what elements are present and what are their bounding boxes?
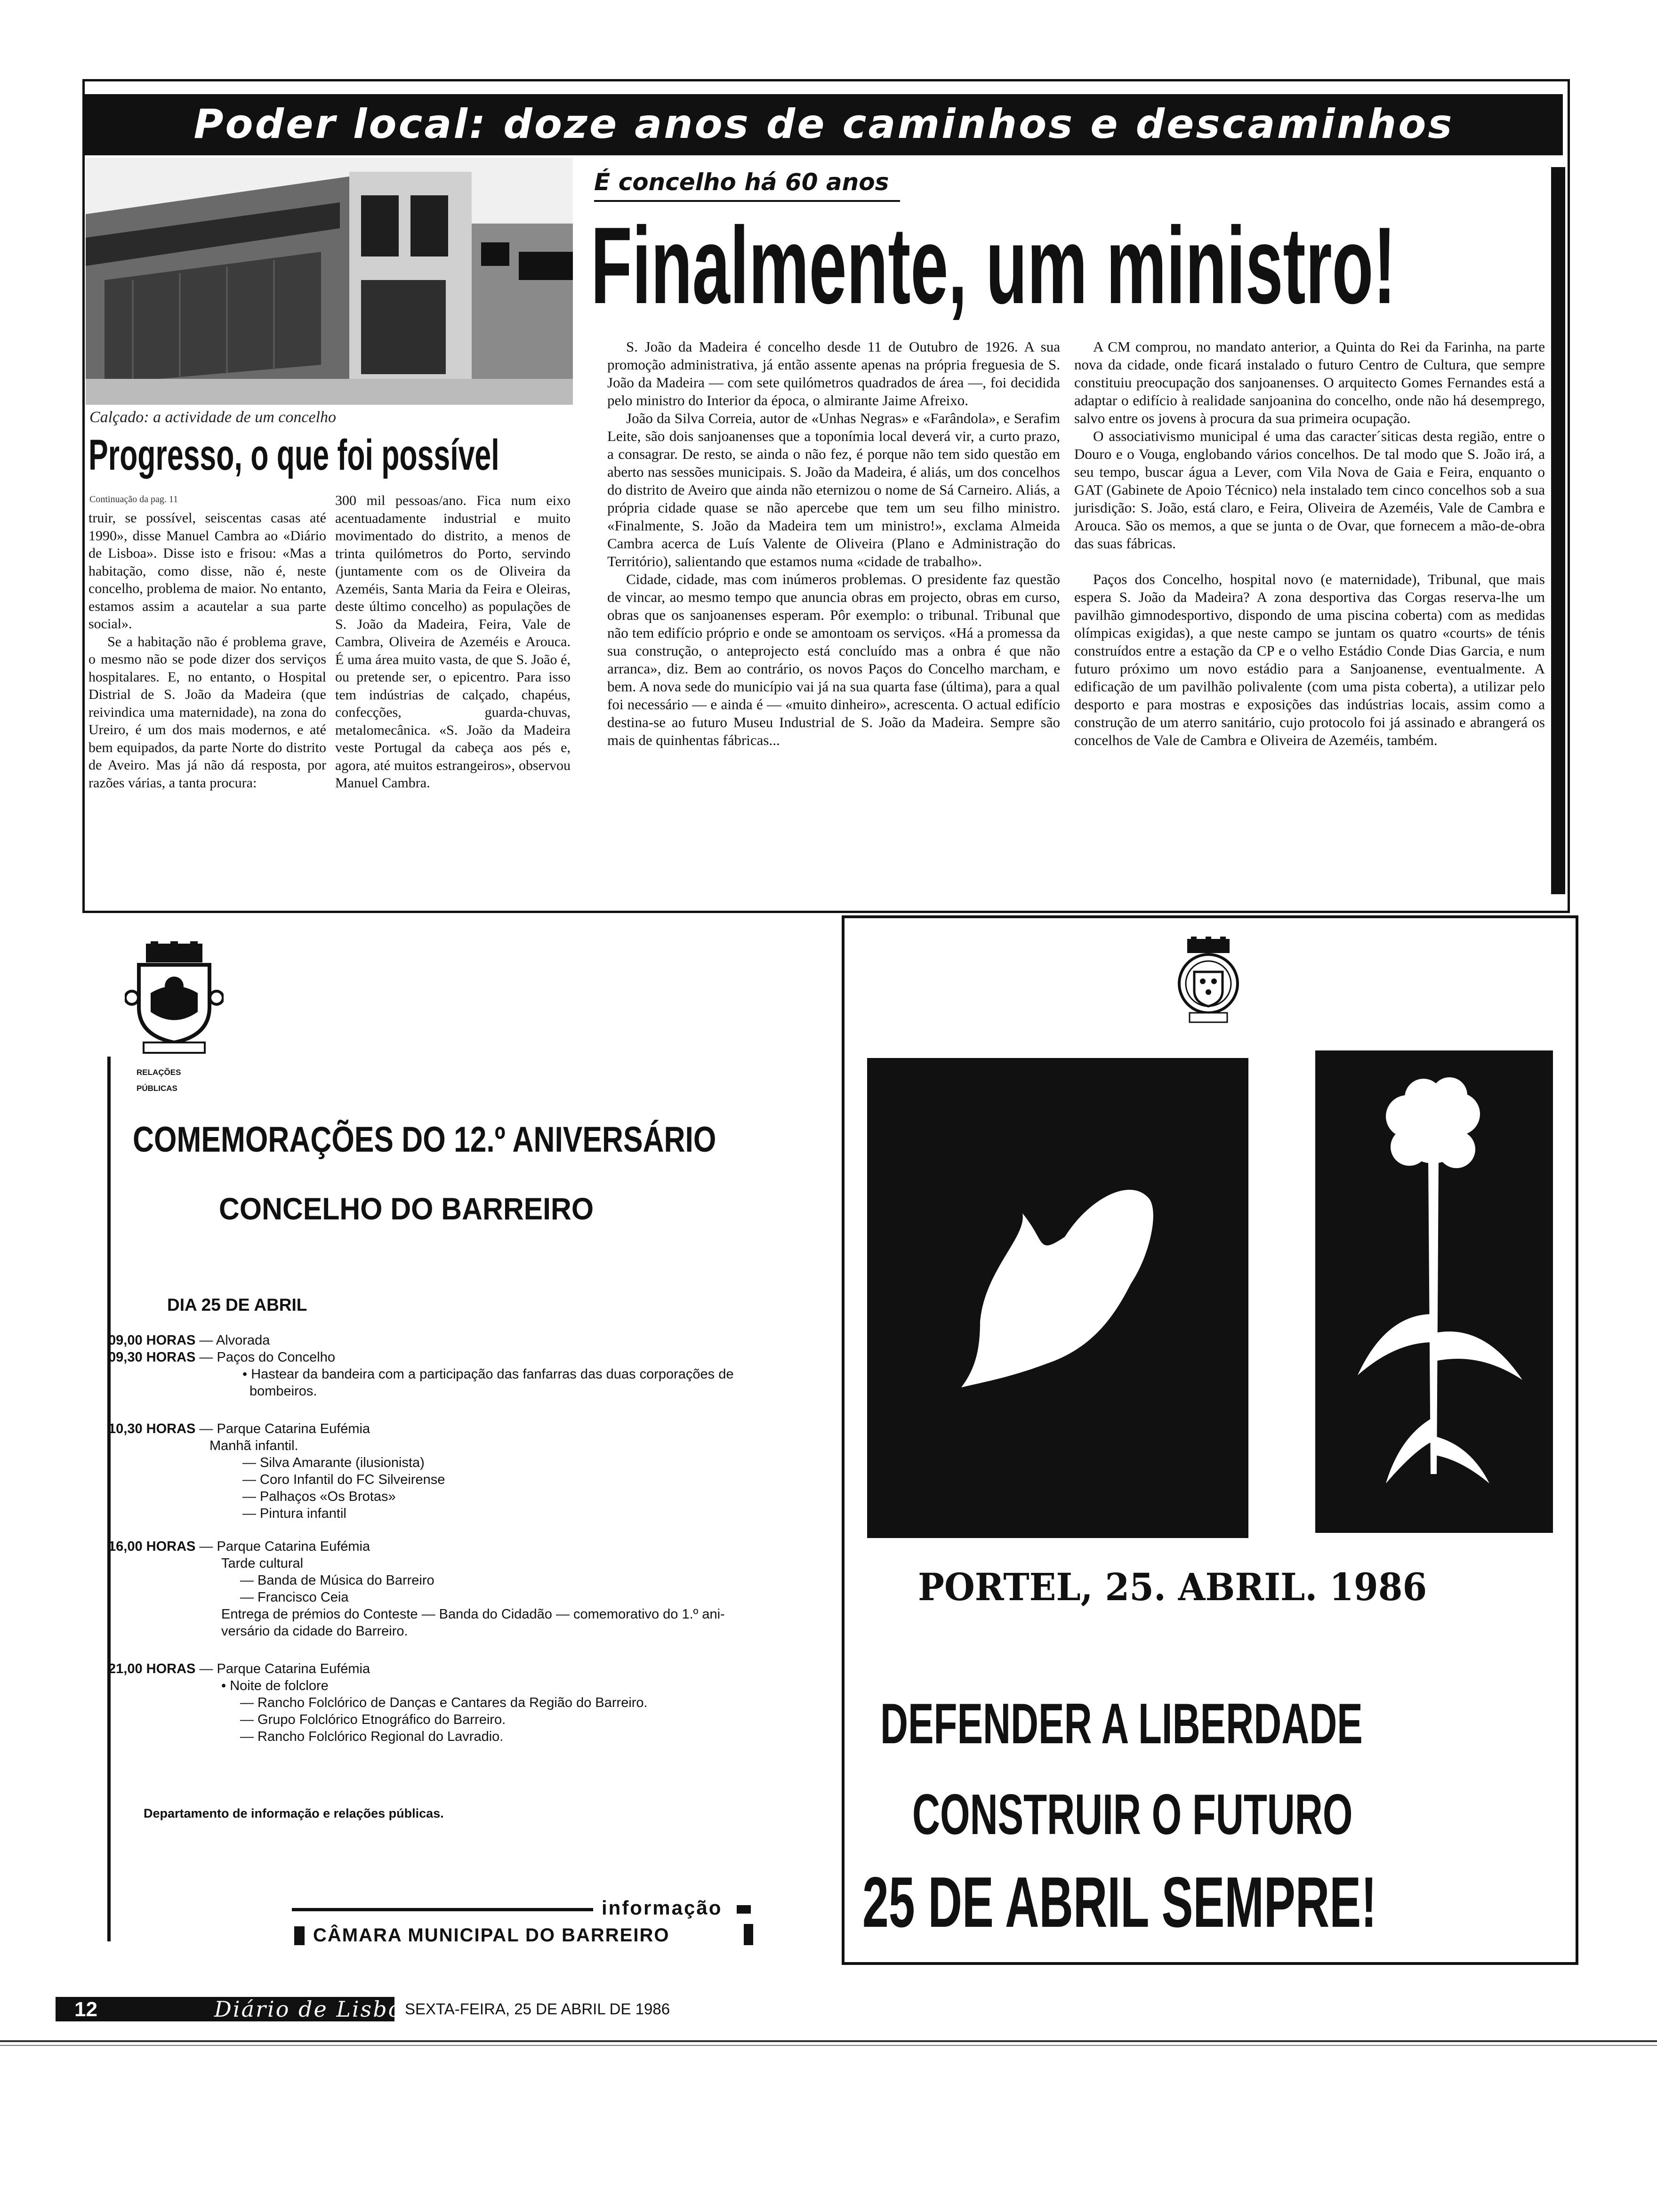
barreiro-dept: Departamento de informação e relações públicas. [144,1806,444,1820]
schedule-time: 09,30 HORAS [108,1350,196,1365]
kicker-rule [594,200,900,202]
sidebar-col2-p1: 300 mil pessoas/ano. Fica num eixo acentuadamente industrial e muito movimentado do distrito, a menos de trinta quilómetros do Porto, servindo (juntamente com os de Oliveira da Azeméis, Santa Maria da Feira e Oleiras, deste último concelho) as populações de S. João da Madeira, Feira, Vale de Cambra, Oliveira de Azeméis e Arouca. É uma área muito vasta, de que S. João é, ou pretende ser, o epicentro. Para isso tem indústrias de calçado, chapéus, confecções, guarda-chuvas, metalomecânica. «S. João da Madeira veste Portugal da cabeça aos pés e, agora, até muitos estrangeiros», observou Manuel Cambra. [335,493,571,791]
barreiro-rule-1 [292,1908,593,1911]
portel-line-1: DEFENDER A LIBERDADE [880,1691,1363,1755]
kicker: É concelho há 60 anos [594,168,889,196]
building-photo [86,158,573,405]
rp-label-line1: RELAÇÕES [137,1068,181,1077]
main-col2-p2: O associativismo municipal é uma das caracter´siticas desta região, entre o Douro e o Vouga, englobando vários concelhos. De tal modo que S. João irá, a seu tempo, buscar água a Lever, com Vila Nova de Gaia e Feira, enquanto o GAT (Gabinete de Apoio Técnico) nela instalado tem cinco concelhos sob a sua jurisdição: S. João, está claro, e Feira, Oliveira de Azeméis, Vale de Cambra e Arouca. São os memos, a que se junta o de Ovar, que fornecem a mão-de-obra das suas fábricas. [1074,428,1545,552]
schedule-time: 10,30 HORAS [108,1421,196,1436]
schedule-time: 16,00 HORAS [108,1539,196,1554]
schedule-sub: Manhã infantil. [209,1438,298,1453]
main-column-1 [607,338,1060,749]
barreiro-title-1: COMEMORAÇÕES DO 12.º ANIVERSÁRIO [133,1120,716,1160]
schedule-event: Parque Catarina Eufémia [217,1661,370,1676]
schedule-row: 16,00 HORAS — Parque Catarina Eufémia [108,1539,370,1554]
right-edge-bar [1551,167,1565,894]
main-col1-p3: Cidade, cidade, mas com inúmeros problemas. O presidente faz questão de vincar, ao mesmo tempo que anuncia obras em projecto, obras em curso, obras que os sanjoanenses esperam. Pôr exemplo: o tribunal. Tribunal que não tem edifício próprio e onde se amontoam os serviços. «Há a promessa da sua construção, o anteprojecto está concluído mas a onbra é que não arranca», diz. Bem ao contrário, os novos Paços do Concelho marcham, e bem. A nova sede do município vai já na sua quarta fase (última), para a qual foi necessário — e ainda é — «muito dinheiro», acrescenta. O actual edifício destina-se ao futuro Museu Industrial de S. João da Madeira. Sempre são mais de quinhentas fábricas... [607,571,1060,748]
schedule-row: 21,00 HORAS — Parque Catarina Eufémia [108,1661,370,1676]
carnation-image [1315,1050,1553,1533]
schedule-item: — Silva Amarante (ilusionista) [242,1455,425,1470]
schedule-sub: Entrega de prémios do Conteste — Banda do Cidadão — comemorativo do 1.º ani- [221,1607,725,1622]
main-column-2 [1074,338,1545,749]
barreiro-day: DIA 25 DE ABRIL [167,1295,307,1314]
page-number: 12 [74,1998,97,2021]
schedule-row: 09,00 HORAS — Alvorada [108,1333,270,1348]
rp-label-line2: PÚBLICAS [137,1084,177,1093]
sidebar-headline: Progresso, o que foi possível [88,431,499,479]
main-col1-p1: S. João da Madeira é concelho desde 11 de Outubro de 1926. A sua promoção administrativa, já então assente apenas na própria freguesia de S. João da Madeira — com sete quilómetros quadrados de área —, foi decidida pelo ministro do Interior da época, o almirante Jaime Afreixo. [607,338,1060,409]
sidebar-col1-p1: truir, se possível, seiscentas casas até 1990», disse Manuel Cambra ao «Diário de Lisboa». Disse isto e frisou: «Mas a habitação, como disse, não é, neste concelho, problema de maior. No entanto, estamos assim a acautelar a sua parte social». [88,510,326,632]
schedule-cont: bombeiros. [249,1384,317,1399]
bottom-rule-2 [0,2045,1657,2046]
barreiro-camara: CÂMARA MUNICIPAL DO BARREIRO [313,1925,670,1946]
paper-name: Diário de Lisboa [214,1996,417,2022]
schedule-item: — Banda de Música do Barreiro [240,1573,434,1588]
schedule-time: 09,00 HORAS [108,1333,196,1348]
schedule-item: — Coro Infantil do FC Silveirense [242,1472,445,1487]
photo-caption: Calçado: a actividade de um concelho [89,409,337,426]
schedule-sub: Tarde cultural [221,1556,304,1571]
barreiro-info: informação [602,1897,723,1919]
barreiro-rule-2 [294,1926,305,1945]
portel-line-2: CONSTRUIR O FUTURO [912,1782,1353,1846]
barreiro-info-mark [737,1905,751,1914]
sidebar-column-1 [88,509,326,792]
schedule-bullet: • Hastear da bandeira com a participação das fanfarras das duas corporações de [242,1367,734,1382]
portel-line-3: 25 DE ABRIL SEMPRE! [862,1862,1377,1942]
schedule-time: 21,00 HORAS [108,1661,196,1676]
schedule-row: 10,30 HORAS — Parque Catarina Eufémia [108,1421,370,1436]
sidebar-column-2 [335,492,571,792]
schedule-item: — Rancho Folclórico de Danças e Cantares da Região do Barreiro. [240,1695,648,1710]
schedule-item: — Palhaços «Os Brotas» [242,1489,396,1504]
main-col2-p1: A CM comprou, no mandato anterior, a Quinta do Rei da Farinha, na parte nova da cidade, onde ficará instalado o futuro Centro de Cultura, que sempre constituiu preocupação dos sanjoanenses. O arquitecto Gomes Fernandes está a adaptar o edifício à realidade sanjoanina do concelho, onde não há desemprego, salvo entre os jovens à procura da sua primeira ocupação. [1074,338,1545,426]
banner-title: Poder local: doze anos de caminhos e descaminhos [193,101,1454,148]
schedule-item: — Pintura infantil [242,1506,346,1521]
schedule-item: — Grupo Folclórico Etnográfico do Barreiro. [240,1712,506,1727]
main-col2-p3: Paços dos Concelho, hospital novo (e maternidade), Tribunal, que mais espera S. João da Madeira? A zona desportiva das Corgas reserva-lhe um pavilhão gimnodesportivo, dispondo de uma piscina coberta) com as medidas olímpicas exigidas), a que neste campo se juntam os quatro «courts» de ténis construídos entre a estação da CP e o velho Estádio Conde Dias Garcia, e num futuro próximo um novo estádio para a Sanjoanense, eventualmente. A edificação de um pavilhão polivalente (com uma pista coberta), a utilizar pelo desporto e para mostras e exposições das indústrias locais, assim como a construção de um aterro sanitário, cujo protocolo foi já assinado e abrangerá os concelhos de Vale de Cambra e Oliveira de Azeméis, também. [1074,571,1545,748]
schedule-event: Parque Catarina Eufémia [217,1539,370,1554]
portel-coat-of-arms-icon [1173,937,1244,1026]
barreiro-coat-of-arms-icon [125,941,224,1054]
rp-label [137,1065,181,1097]
barreiro-camara-mark [744,1924,753,1945]
barreiro-title-2: CONCELHO DO BARREIRO [219,1191,594,1226]
schedule-bullet: • Noite de folclore [221,1678,329,1693]
main-headline: Finalmente, um ministro! [591,205,1396,327]
schedule-event: Paços do Concelho [217,1350,335,1365]
main-col1-p2: João da Silva Correia, autor de «Unhas Negras» e «Farândola», e Serafim Leite, são dois sanjoanenses que a toponímia local deverá vir, a curto prazo, a consagrar. De resto, se ainda o não fez, é porque não tem sido questão em aberto nas sessões municipais. S. João da Madeira, é aliás, um dos concelhos do distrito de Aveiro que ainda não eternizou o nome de Sá Carneiro. Aliás, a própria cidade quase se não apercebe que tem um seu filho ministro. «Finalmente, S. João da Madeira tem um ministro!», exclama Almeida Cambra acerca de Luís Valente de Oliveira (Plano e Administração do Território), salientando que estamos numa «cidade de trabalho». [607,410,1060,569]
schedule-item: — Francisco Ceia [240,1590,349,1605]
schedule-event: Alvorada [216,1333,270,1348]
bottom-rule [0,2040,1657,2042]
schedule-item: — Rancho Folclórico Regional do Lavradio. [240,1729,504,1744]
barreiro-schedule [108,1332,805,1745]
continuation-note: Continuação da pag. 11 [89,494,178,505]
footer-date: SEXTA-FEIRA, 25 DE ABRIL DE 1986 [405,2000,670,2018]
schedule-row: 09,30 HORAS — Paços do Concelho [108,1350,335,1365]
dove-image [867,1058,1248,1538]
section-banner [85,94,1563,155]
sidebar-col1-p2: Se a habitação não é problema grave, o mesmo não se pode dizer dos serviços hospitalares. E, no entanto, o Hospital Distrial de S. João da Madeira (que reivindica uma maternidade), na zona do Ureiro, é um dos mais modernos, e até bem equipados, da parte Norte do distrito de Aveiro. Mas já não dá resposta, por razões várias, a tanta procura: [88,633,326,791]
portel-date: PORTEL, 25. ABRIL. 1986 [918,1565,1427,1609]
schedule-event: Parque Catarina Eufémia [217,1421,370,1436]
schedule-sub: versário da cidade do Barreiro. [221,1624,408,1639]
